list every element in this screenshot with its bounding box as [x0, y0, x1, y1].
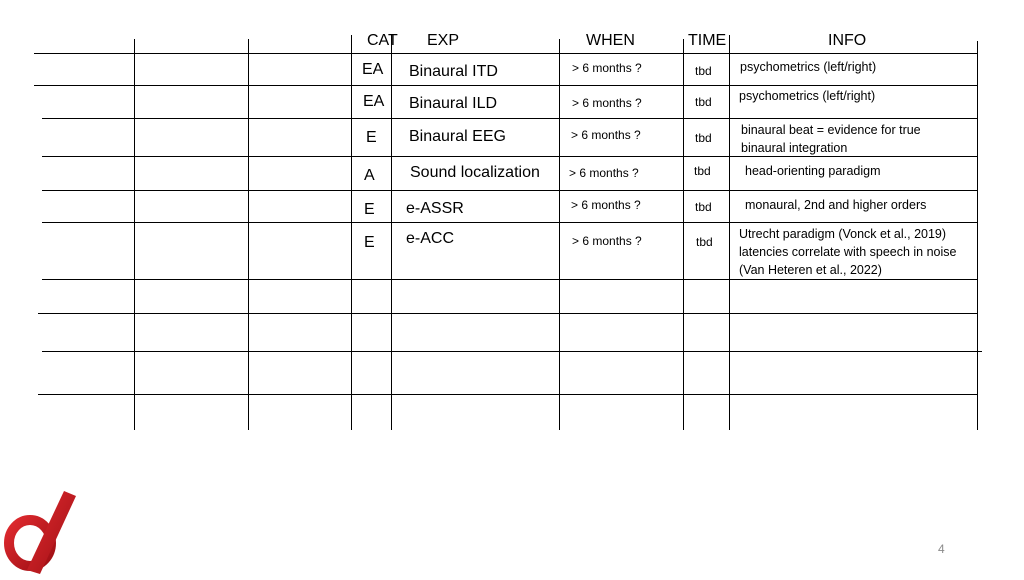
grid-vline [248, 39, 249, 430]
cell-when: > 6 months ? [571, 128, 641, 142]
page-number: 4 [938, 542, 945, 556]
grid-hline [34, 53, 978, 54]
grid-vline [391, 35, 392, 430]
info-line: psychometrics (left/right) [739, 89, 876, 103]
cell-exp: e-ASSR [406, 200, 464, 217]
alpha-logo-icon [0, 488, 80, 580]
cell-cat: EA [363, 93, 385, 110]
cell-info [745, 196, 926, 214]
header-cat: CAT [367, 32, 398, 49]
info-line: binaural integration [741, 141, 848, 155]
cell-when: > 6 months ? [571, 198, 641, 212]
info-line: (Van Heteren et al., 2022) [739, 263, 882, 277]
grid-vline [729, 35, 730, 430]
grid-hline [42, 118, 978, 119]
grid-vline [351, 35, 352, 430]
cell-time: tbd [695, 131, 712, 145]
header-time: TIME [688, 32, 727, 49]
info-line: monaural, 2nd and higher orders [745, 198, 927, 212]
cell-exp: Sound localization [410, 164, 540, 181]
cell-cat: A [364, 167, 375, 184]
grid-vline [134, 39, 135, 430]
cell-when: > 6 months ? [572, 234, 642, 248]
cell-time: tbd [695, 64, 712, 78]
cell-cat: E [366, 129, 377, 146]
cell-exp: e-ACC [406, 230, 455, 247]
cell-info [740, 58, 876, 76]
cell-when: > 6 months ? [572, 61, 642, 75]
cell-info [741, 121, 921, 157]
cell-info [745, 162, 881, 180]
grid-vline [977, 41, 978, 430]
grid-hline [34, 85, 978, 86]
cell-time: tbd [695, 95, 712, 109]
cell-cat: E [364, 201, 375, 218]
cell-time: tbd [695, 200, 712, 214]
cell-exp: Binaural ILD [409, 95, 498, 112]
info-line: binaural beat = evidence for true [741, 123, 921, 137]
grid-hline [42, 279, 978, 280]
cell-cat: EA [362, 61, 384, 78]
cell-when: > 6 months ? [569, 166, 639, 180]
grid-vline [683, 39, 684, 430]
cell-when: > 6 months ? [572, 96, 642, 110]
grid-hline [42, 351, 982, 352]
info-line: latencies correlate with speech in noise [739, 245, 957, 259]
info-line: Utrecht paradigm (Vonck et al., 2019) [739, 227, 947, 241]
info-line: head-orienting paradigm [745, 164, 881, 178]
cell-time: tbd [694, 164, 711, 178]
cell-info [739, 87, 875, 105]
header-when: WHEN [586, 32, 635, 49]
info-line: psychometrics (left/right) [740, 60, 877, 74]
grid-hline [42, 190, 978, 191]
cell-exp: Binaural ITD [409, 63, 498, 80]
grid-hline [38, 394, 978, 395]
cell-time: tbd [696, 235, 713, 249]
header-exp: EXP [427, 32, 460, 49]
grid-vline [559, 39, 560, 430]
cell-cat: E [364, 234, 375, 251]
grid-hline [38, 313, 978, 314]
cell-info [739, 225, 956, 279]
grid-hline [42, 222, 978, 223]
cell-exp: Binaural EEG [409, 128, 506, 145]
header-info: INFO [828, 32, 867, 49]
